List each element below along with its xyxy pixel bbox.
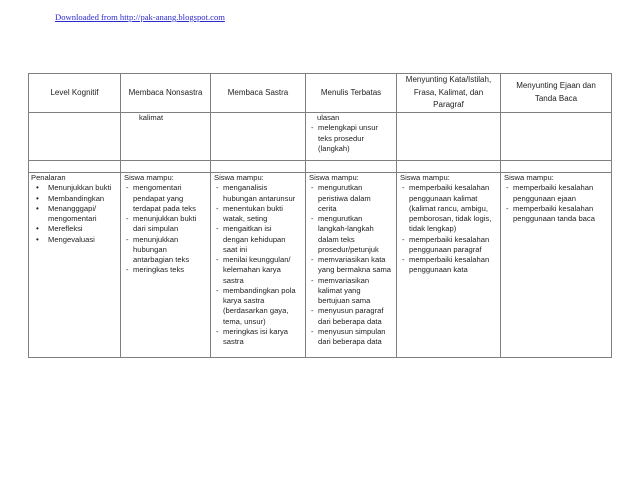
list-item-line: memperbaiki kesalahan: [409, 255, 490, 264]
dash-marker: -: [216, 203, 219, 213]
list-item-line: mengurutkan: [318, 183, 363, 193]
dash-marker: -: [126, 265, 129, 275]
dash-marker: -: [311, 183, 314, 193]
list-item-line: memvariasikan kata: [318, 255, 386, 264]
dash-marker: -: [402, 234, 405, 244]
list-item: [31, 224, 119, 234]
dash-marker: -: [311, 123, 314, 133]
list-item-line: menunjukkan bukti: [133, 214, 197, 223]
dash-marker: -: [216, 255, 219, 264]
list-item: [504, 183, 610, 204]
dash-marker: -: [126, 234, 129, 244]
list-item-line: (langkah): [318, 143, 350, 153]
header-label-line: Membaca Nonsastra: [128, 87, 203, 97]
list-item: [400, 235, 499, 256]
cell-level-kognitif: [29, 113, 121, 161]
list-item-line: hubungan: [133, 244, 167, 254]
cell-intro-text: Siswa mampu:: [400, 173, 450, 182]
list-item: [214, 204, 304, 225]
list-item: [309, 214, 395, 255]
list-item: [309, 306, 395, 327]
dash-marker: -: [216, 285, 219, 295]
cognitive-level-title: Penalaran: [31, 173, 66, 182]
list-item-line: dengan kehidupan: [223, 234, 286, 244]
list-item-line: Menunjukkan bukti: [48, 183, 112, 193]
list-item-line: yang bermakna sama: [318, 265, 392, 275]
list-item-line: meringkas isi karya: [223, 326, 288, 336]
bullet-icon: •: [36, 224, 39, 234]
list-item: [214, 224, 304, 255]
header-label-line: Paragraf: [433, 100, 464, 110]
list-item: [309, 123, 395, 154]
list-item-line: cerita: [318, 203, 337, 213]
table-cell-empty: [211, 161, 306, 173]
cell-membaca-nonsastra: [121, 113, 211, 161]
cell-menulis-terbatas: [306, 113, 397, 161]
list-item-line: penggunaan ejaan: [513, 193, 576, 203]
cell-intro-text: Siswa mampu:: [214, 173, 264, 182]
list-item: [124, 265, 209, 275]
list-item-line: meringkas teks: [133, 265, 185, 275]
cell-intro-text: Siswa mampu:: [124, 173, 174, 182]
list-item-line: penggunaan kata: [409, 265, 468, 275]
cell-menyunting-ejaan: [501, 173, 612, 358]
list-item-line: teks prosedur: [318, 133, 365, 143]
list-item: [309, 183, 395, 214]
header-menyunting-kata-istilah: [397, 74, 501, 113]
list-item-line: penggunaan kalimat: [409, 193, 478, 203]
list-item-line: dari beberapa data: [318, 316, 382, 326]
dash-marker: -: [126, 214, 129, 223]
list-item: [400, 183, 499, 234]
list-item-line: terdapat pada teks: [133, 203, 196, 213]
table-row-empty: [29, 161, 612, 173]
list-item-line: peristiwa dalam: [318, 193, 371, 203]
list-item-line: pemborosan, tidak logis,: [409, 214, 492, 223]
list-item-line: mengomentari: [48, 214, 97, 223]
dash-marker: -: [506, 183, 509, 193]
table-cell-empty: [501, 161, 612, 173]
list-item-line: kelemahan karya: [223, 265, 281, 275]
list-item-line: bertujuan sama: [318, 296, 371, 305]
table-cell-empty: [121, 161, 211, 173]
list-item-line: dari beberapa data: [318, 337, 382, 346]
header-label-line: Menulis Terbatas: [320, 87, 382, 97]
list-item-line: Membandingkan: [48, 193, 105, 203]
dash-marker: -: [311, 306, 314, 316]
dash-marker: -: [311, 326, 314, 336]
dash-marker: -: [506, 203, 509, 213]
header-menulis-terbatas: [306, 74, 397, 113]
list-item-line: watak, seting: [223, 214, 268, 223]
cell-level-kognitif: [29, 173, 121, 358]
cell-intro-text: Siswa mampu:: [309, 173, 359, 182]
list-item: [31, 235, 119, 245]
list-item-line: dari simpulan: [133, 224, 179, 234]
table-cell-empty: [397, 161, 501, 173]
list-item: [309, 255, 395, 276]
header-label-line: Level Kognitif: [50, 87, 99, 97]
cell-menyunting-kata-istilah: [397, 113, 501, 161]
list-item-line: saat ini: [223, 244, 248, 254]
list-item: [31, 194, 119, 204]
header-label-line: Tanda Baca: [534, 94, 578, 103]
list-item: [124, 214, 209, 235]
list-item: [31, 183, 119, 193]
list-item-line: langkah-langkah: [318, 224, 374, 234]
list-item-line: memperbaiki kesalahan: [409, 183, 490, 193]
list-item: [309, 276, 395, 307]
dash-marker: -: [126, 183, 129, 193]
list-item-line: dalam teks: [318, 234, 355, 244]
header-label-line: Membaca Sastra: [227, 87, 289, 97]
list-item-line: menunjukkan: [133, 234, 179, 244]
list-item-line: tidak lengkap): [409, 224, 457, 234]
list-item-line: menentukan bukti: [223, 203, 283, 213]
list-item-line: kalimat yang: [318, 285, 361, 295]
list-item-line: menilai keunggulan/: [223, 255, 291, 264]
dash-marker: -: [216, 326, 219, 336]
list-item-line: memperbaiki kesalahan: [513, 183, 594, 193]
list-item: [214, 327, 304, 348]
cell-menyunting-kata-istilah: [397, 173, 501, 358]
list-item-line: antarbagian teks: [133, 255, 190, 264]
list-item-line: memperbaiki kesalahan: [409, 234, 490, 244]
list-item-line: memperbaiki kesalahan: [513, 203, 594, 213]
list-item: [214, 183, 304, 204]
header-label-line: Menyunting Kata/Istilah,: [405, 75, 492, 85]
list-item-line: sastra: [223, 337, 244, 346]
continued-text: ulasan: [317, 113, 340, 122]
list-item-line: memvariasikan: [318, 275, 370, 285]
list-item-line: mengurutkan: [318, 214, 363, 223]
table-header-row: [29, 74, 612, 113]
list-item-line: Merefleksi: [48, 224, 83, 234]
list-item-line: Menangggapi/: [48, 203, 97, 213]
dash-marker: -: [216, 224, 219, 234]
dash-marker: -: [311, 275, 314, 285]
list-item-line: pendapat yang: [133, 193, 184, 203]
list-item-line: prosedur/petunjuk: [318, 244, 379, 254]
list-item-line: mengaitkan isi: [223, 224, 272, 234]
cell-menyunting-ejaan: [501, 113, 612, 161]
header-label-line: Frasa, Kalimat, dan: [413, 87, 484, 97]
competency-table: [28, 73, 612, 358]
list-item: [31, 204, 119, 225]
cell-intro-text: Siswa mampu:: [504, 173, 554, 182]
bullet-icon: •: [36, 234, 39, 244]
header-menyunting-ejaan: [501, 74, 612, 113]
header-membaca-sastra: [211, 74, 306, 113]
bullet-icon: •: [36, 183, 39, 193]
header-label-line: Menyunting Ejaan dan: [516, 81, 596, 91]
list-item: [214, 286, 304, 327]
dash-marker: -: [402, 183, 405, 193]
cell-menulis-terbatas: [306, 173, 397, 358]
cell-membaca-nonsastra: [121, 173, 211, 358]
list-item-line: penggunaan tanda baca: [513, 214, 595, 223]
bullet-icon: •: [36, 193, 39, 203]
list-item-line: karya sastra: [223, 296, 265, 305]
header-membaca-nonsastra: [121, 74, 211, 113]
list-item-line: (kalimat rancu, ambigu,: [409, 203, 488, 213]
dash-marker: -: [311, 255, 314, 264]
list-item-line: menganalisis: [223, 183, 268, 193]
dash-marker: -: [311, 214, 314, 223]
list-item: [214, 255, 304, 286]
list-item: [309, 327, 395, 348]
list-item-line: membandingkan pola: [223, 285, 296, 295]
cell-membaca-sastra: [211, 113, 306, 161]
dash-marker: -: [402, 255, 405, 264]
list-item: [504, 204, 610, 225]
table-cell-empty: [306, 161, 397, 173]
list-item-line: menyusun simpulan: [318, 326, 386, 336]
dash-marker: -: [216, 183, 219, 193]
list-item-line: (berdasarkan gaya,: [223, 306, 289, 316]
header-level-kognitif: [29, 74, 121, 113]
list-item-line: Mengevaluasi: [48, 234, 95, 244]
list-item-line: hubungan antarunsur: [223, 193, 296, 203]
table-cell-empty: [29, 161, 121, 173]
list-item-line: mengomentari: [133, 183, 182, 193]
table-row-penalaran: [29, 173, 612, 358]
list-item-line: melengkapi unsur: [318, 123, 378, 133]
download-source-link[interactable]: Downloaded from http://pak-anang.blogspot.com: [55, 12, 225, 22]
cell-membaca-sastra: [211, 173, 306, 358]
list-item-line: menyusun paragraf: [318, 306, 384, 316]
list-item-line: tema, unsur): [223, 316, 266, 326]
list-item-line: penggunaan paragraf: [409, 244, 482, 254]
list-item: [124, 183, 209, 214]
table-row-continued: [29, 113, 612, 161]
continued-text: kalimat: [139, 113, 164, 122]
bullet-icon: •: [36, 203, 39, 213]
list-item: [400, 255, 499, 276]
list-item: [124, 235, 209, 266]
list-item-line: sastra: [223, 275, 244, 285]
